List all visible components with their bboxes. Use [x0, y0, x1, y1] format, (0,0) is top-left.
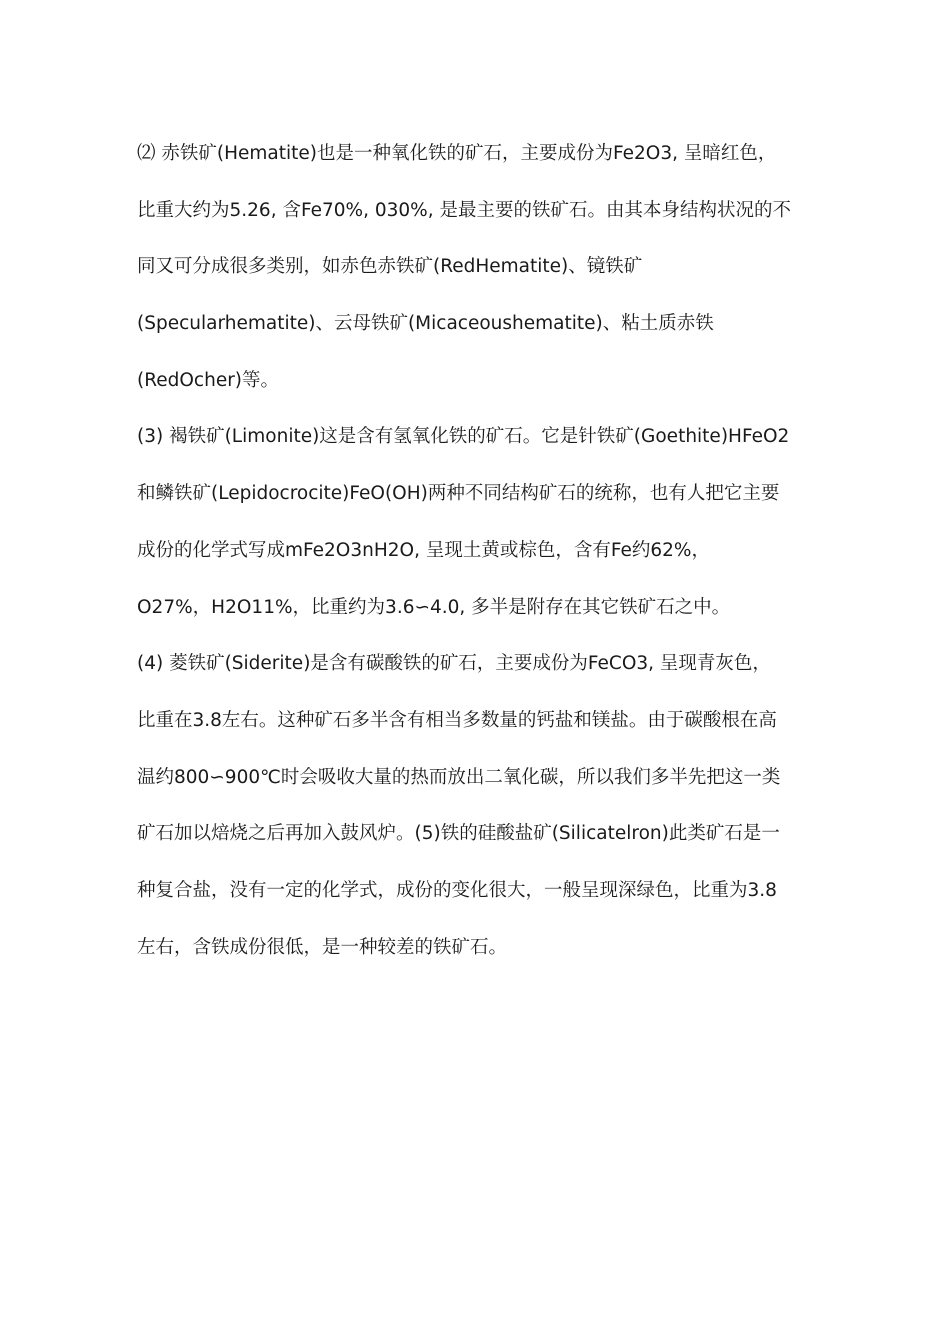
text-line: (RedOcher)等。 [137, 369, 280, 391]
text-line: 成份的化学式写成mFe2O3nH2O, 呈现土黄或棕色，含有Fe约62%， [137, 539, 710, 561]
text-line: 温约800∽900℃时会吸收大量的热而放出二氧化碳，所以我们多半先把这一类 [137, 766, 781, 788]
text-line: (Specularhematite)、云母铁矿(Micaceoushematite)、粘土质赤铁 [137, 313, 714, 335]
text-line: 和鳞铁矿(Lepidocrocite)FeO(OH)两种不同结构矿石的统称，也有人把它主要 [137, 483, 780, 505]
text-line: (3) 褐铁矿(Limonite)这是含有氢氧化铁的矿石。它是针铁矿(Goethite)HFeO2 [137, 426, 790, 448]
text-line: 矿石加以焙烧之后再加入鼓风炉。(5)铁的硅酸盐矿(Silicatelron)此类矿石是一 [137, 823, 780, 845]
text-line: 左右，含铁成份很低，是一种较差的铁矿石。 [137, 936, 508, 958]
text-line: 种复合盐，没有一定的化学式，成份的变化很大，一般呈现深绿色，比重为3.8 [137, 879, 777, 901]
text-line: O27%，H2O11%，比重约为3.6∽4.0, 多半是附存在其它铁矿石之中。 [137, 596, 731, 618]
text-line: 比重大约为5.26, 含Fe70%, 030%, 是最主要的铁矿石。由其本身结构状况的不 [137, 199, 791, 221]
body-text [137, 136, 827, 986]
text-line: 比重在3.8左右。这种矿石多半含有相当多数量的钙盐和镁盐。由于碳酸根在高 [137, 709, 777, 731]
text-line: 同又可分成很多类别，如赤色赤铁矿(RedHematite)、镜铁矿 [137, 256, 643, 278]
text-line: (4) 菱铁矿(Siderite)是含有碳酸铁的矿石，主要成份为FeCO3, 呈现青灰色， [137, 653, 771, 675]
text-line: ⑵ 赤铁矿(Hematite)也是一种氧化铁的矿石，主要成份为Fe2O3, 呈暗红色， [137, 143, 777, 164]
